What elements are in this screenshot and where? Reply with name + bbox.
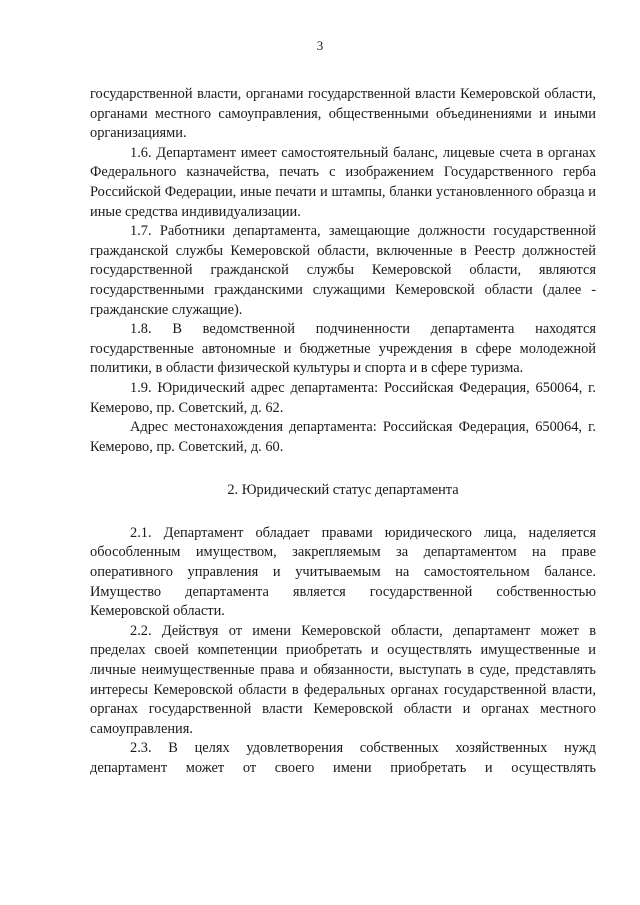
- paragraph-continuation: государственной власти, органами государственной власти Кемеровской области, органами местного самоуправления, общественными объединениями и иными организациями.: [90, 86, 596, 142]
- section-2-heading: 2. Юридический статус департамента: [227, 482, 459, 499]
- paragraph-1-7: 1.7. Работники департамента, замещающие должности государственной гражданской службы Кемеровской области, включенные в Реестр должностей государственной гражданской службы Кемеровской области, являются государственными гражданскими служащими Кемеровской области (далее - гражданские служащие).: [90, 223, 596, 318]
- paragraph-1-8: 1.8. В ведомственной подчиненности департамента находятся государственные автономные и бюджетные учреждения в сфере молодежной политики, в области физической культуры и спорта и в сфере туризма.: [90, 321, 596, 377]
- document-body: [90, 85, 596, 779]
- paragraph-address: Адрес местонахождения департамента: Российская Федерация, 650064, г. Кемерово, пр. Советский, д. 60.: [90, 419, 596, 455]
- paragraph-1-9: 1.9. Юридический адрес департамента: Российская Федерация, 650064, г. Кемерово, пр. Советский, д. 62.: [90, 379, 596, 416]
- page-number: 3: [316, 38, 324, 53]
- paragraph-2-2: 2.2. Действуя от имени Кемеровской области, департамент может в пределах своей компетенции приобретать и осуществлять имущественные и личные неимущественные права и обязанности, выступать в суде, представлять интересы Кемеровской области в федеральных органах государственной власти, органах государственной власти Кемеровской области и органах местного самоуправления.: [90, 622, 596, 737]
- paragraph-2-3: 2.3. В целях удовлетворения собственных хозяйственных нужд департамент может от своего имени приобретать и осуществлять: [90, 740, 596, 776]
- paragraph-2-1: 2.1. Департамент обладает правами юридического лица, наделяется обособленным имуществом, закрепляемым за департаментом на праве оперативного управления и учитываемым на самостоятельном балансе. Имущество департамента является государственной собственностью Кемеровской области.: [90, 524, 596, 620]
- paragraph-1-6: 1.6. Департамент имеет самостоятельный баланс, лицевые счета в органах Федерального казначейства, печать с изображением Государственного герба Российской Федерации, иные печати и штампы, бланки установленного образца и иные средства индивидуализации.: [90, 144, 596, 220]
